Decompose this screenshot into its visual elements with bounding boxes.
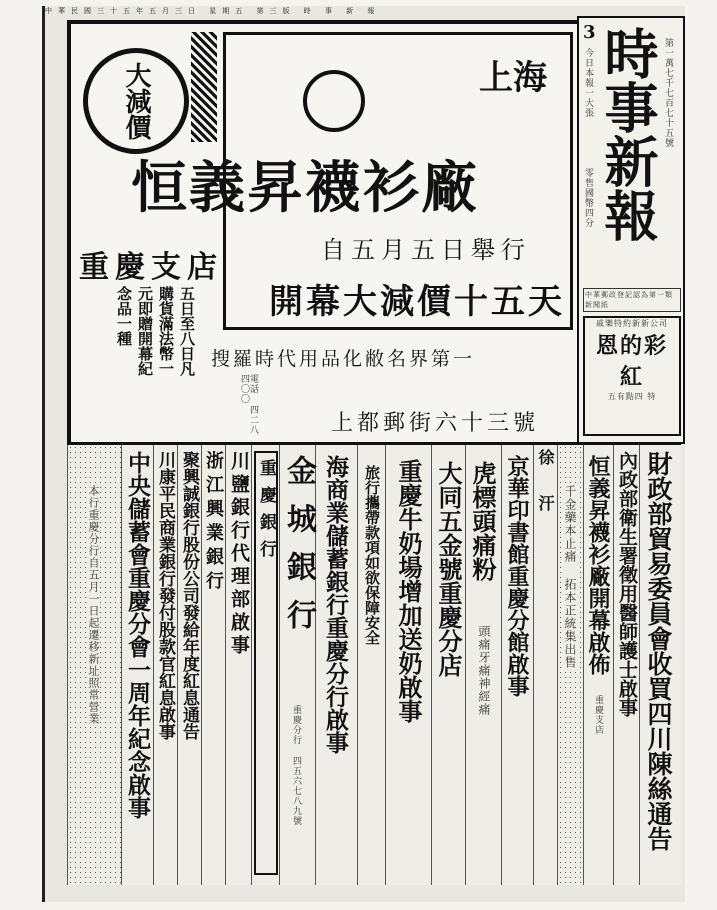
today-sheets: 今日本報一大張 [583,48,593,118]
notice-finance-col [639,445,682,885]
notice-small-1: 徐 [536,449,555,465]
gift-line-4: 念品一種 [115,286,133,346]
logo-circle [83,48,189,154]
ad-promo: 開幕大減價十五天 [269,282,565,322]
ad-phone: 電話 四二八四〇〇 [239,374,258,435]
price: 零售國幣四分 [583,168,593,228]
notice-dt-col [431,445,466,885]
notice-bank-jincheng: 金城銀行 [281,455,316,647]
ad-open-line: 自五月五日舉行 [321,236,531,264]
notice-small-col [533,445,558,885]
fine-print-col [67,445,122,885]
decorative-stripe [191,32,217,142]
gift-line-3: 元即贈開幕紀 [136,286,154,376]
notice-health: 內政部衛生署徵用醫師護士啟事 [616,451,638,717]
notice-bank-zhejiang: 浙江興業銀行 [203,451,224,595]
notice-health-col [613,445,640,885]
notice-jincheng-col [279,445,316,885]
notice-zhejiang-col [201,445,226,885]
notice-bank-chuankang: 川康平民商業銀行發付股款官紅息啟事 [155,451,175,740]
movie-box [583,316,681,436]
movie-box-main: 恩的彩紅 [595,333,668,390]
gift-line-1: 五日至八日凡 [178,286,196,376]
notice-chongqing-col [251,445,280,885]
notice-central: 中央儲蓄會重慶分會一周年紀念啟事 [124,451,151,819]
notice-drug-small: 千金藥本止痛 拓本正統集出售 [563,485,577,669]
notice-milk: 重慶牛奶場增加送奶啟事 [394,459,423,723]
newspaper-sheet [42,6,685,902]
notice-bank-juxing: 聚興誠銀行股份公司發給年度紅息通告 [179,451,199,740]
page-number: 3 [583,22,596,43]
notice-bank-chuan: 川鹽銀行代理部啟事 [228,451,250,658]
notice-dt: 大同五金號重慶分店 [434,461,463,677]
ad-branch: 重慶支店 [79,250,223,285]
sun-icon [303,70,365,132]
logo-circle-text: 大減價 [121,62,151,140]
notice-juxing-col [177,445,202,885]
registry-notice: 中華郵政登記認為第一類新聞紙 [583,288,681,312]
masthead [577,16,685,444]
movie-box-title: 戚樂特約新新公司 [596,319,668,328]
notice-haishang-col [315,445,358,885]
gift-line-2: 購貨滿法幣一 [157,286,175,376]
notice-shop: 恒義昇襪衫廠開幕啟佈 [585,455,611,675]
notice-drug-small-col [557,445,584,885]
notice-drug: 虎標頭痛粉 [468,461,497,581]
ad-address: 上都郵街六十三號 [331,411,540,436]
notice-central-col [121,445,154,885]
classified-section [67,442,681,885]
notice-shop-col [583,445,614,885]
notice-drug-sub: 頭痛牙痛神經痛 [477,625,491,716]
notice-milk-sub: 旅行攜帶款項如欲保障安全 [363,465,381,645]
big-advertisement [67,20,583,448]
notice-milk-col [385,445,432,885]
notice-chuan-col [225,445,252,885]
issue-number: 第一萬七千七百七十五號 [663,38,673,148]
fine-print: 本行重慶分行自五月一日起遷移新址照常營業 [87,485,100,725]
notice-finance: 財政部貿易委員會收買四川陳絲通告 [644,451,673,851]
notice-chuankang-col [153,445,178,885]
notice-bank-chongqing: 重慶銀行 [256,459,276,567]
notice-jincheng-addr: 重慶分行 四五六七八九號 [291,705,301,826]
movie-box-sub: 五有點四 特 [607,392,657,401]
ad-place: 上海 [479,58,547,98]
top-dateline: 中華民國三十五年五月三日 星期五 第三版 時 事 新 報 [45,7,381,15]
ad-shop-name: 恒義昇襪衫廠 [131,155,479,221]
notice-shop-sub: 重慶支店 [593,695,603,735]
notice-book: 京華印書館重慶分館啟事 [504,455,530,697]
notice-small-2: 汗 [536,495,555,511]
notice-milk-sub-col [357,445,386,885]
notice-book-col [501,445,534,885]
ad-collection: 搜羅時代用品化敝名界第一 [211,348,476,370]
newspaper-title: 時事新報 [596,26,660,242]
notice-bank-haishang: 海商業儲蓄銀行重慶分行啟事 [322,455,349,754]
notice-drug-col [465,445,502,885]
